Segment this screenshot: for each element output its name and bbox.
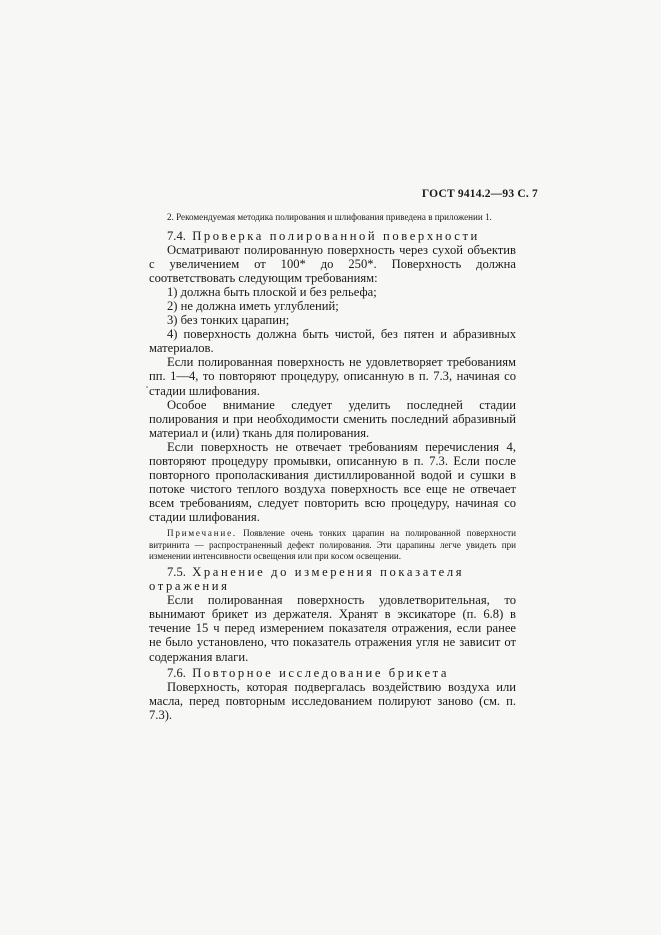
- page-content: [149, 212, 516, 722]
- section-7-6-heading: [149, 666, 516, 680]
- requirement-item-1: 1) должна быть плоской и без рельефа;: [167, 284, 377, 299]
- note-recommended: 2. Рекомендуемая методика полирования и шлифования приведена в приложении 1.: [167, 212, 492, 222]
- section-7-4-number: 7.4.: [167, 228, 186, 243]
- note-text: Появление очень тонких царапин на полированной поверхности витринита — распространенный дефект полирования. Эти царапины легче увидеть при изменении интенсивности освещения или при косом освещении.: [149, 528, 516, 562]
- section-7-4-intro: Осматривают полированную поверхность через сухой объектив с увеличением от 100* до 250*. Поверхность должна соответствовать следующим требованиям:: [149, 242, 516, 285]
- section-7-5-number: 7.5.: [167, 564, 186, 579]
- section-7-5-paragraph: Если полированная поверхность удовлетворительная, то вынимают брикет из держателя. Хранят в эксикаторе (п. 6.8) в течение 15 ч перед измерением показателя отражения, если ранее не было установлено, что показатель отражения угля не зависит от содержания влаги.: [149, 593, 516, 664]
- section-7-4-paragraph-2: Особое внимание следует уделить последней стадии полирования и при необходимости сменить последний абразивный материал и (или) ткань для полирования.: [149, 397, 516, 440]
- requirement-item-2: 2) не должна иметь углублений;: [167, 298, 339, 313]
- section-7-6-paragraph: Поверхность, которая подвергалась воздействию воздуха или масла, перед повторным исследованием полируют заново (см. п. 7.3).: [149, 679, 516, 722]
- section-7-4-title: Проверка полированной поверхности: [192, 228, 480, 243]
- page-header: ГОСТ 9414.2—93 С. 7: [421, 188, 538, 200]
- requirement-item-4: 4) поверхность должна быть чистой, без пятен и абразивных материалов.: [149, 327, 516, 356]
- note-label: Примечание.: [167, 528, 237, 539]
- section-7-6-title: Повторное исследование брикета: [192, 665, 450, 680]
- section-7-4-paragraph-3: Если поверхность не отвечает требованиям перечисления 4, повторяют процедуру промывки, описанную в п. 7.3. Если после повторного прополаскивания дистиллированной водой и сушки в потоке чистого теплого воздуха поверхность все еще не отвечает всем требованиям, следует повторить всю процедуру, начиная со стадии шлифования.: [149, 439, 516, 525]
- scan-speck: [146, 386, 148, 388]
- section-7-6-number: 7.6.: [167, 665, 186, 680]
- section-7-5-heading: [149, 565, 516, 593]
- section-7-5-title: Хранение до измерения показателя отражения: [149, 564, 465, 594]
- section-7-4-heading: [149, 229, 516, 243]
- section-7-4-note: [149, 528, 516, 563]
- requirement-item-3: 3) без тонких царапин;: [167, 313, 290, 328]
- section-7-4-paragraph-1: Если полированная поверхность не удовлетворяет требованиям пп. 1—4, то повторяют процедуру, описанную в п. 7.3, начиная со стадии шлифования.: [149, 355, 516, 398]
